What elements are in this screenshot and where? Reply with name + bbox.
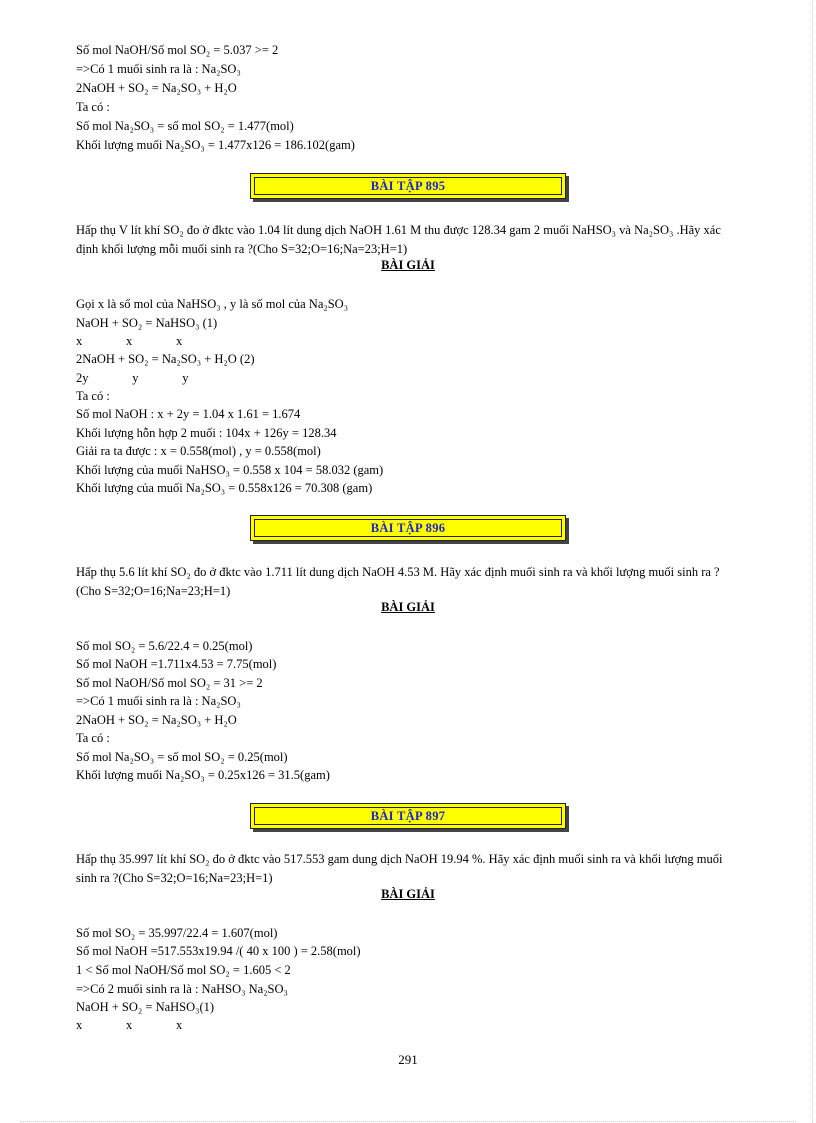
text-line: Khối lượng của muối Na₂SO₃ = 0.558x126 = 70.308 (gam) (76, 481, 373, 495)
text-line: 2y y y (76, 371, 189, 385)
text-line: Số mol Na₂SO₃ = số mol SO₂ = 1.477(mol) (76, 119, 294, 133)
page-bottom-divider (20, 1121, 796, 1122)
text-line: Khối lượng của muối NaHSO₃ = 0.558 x 104 = 58.032 (gam) (76, 463, 384, 477)
text-line: Khối lượng hỗn hợp 2 muối : 104x + 126y = 128.34 (76, 426, 337, 440)
text-line: Ta có : (76, 731, 110, 745)
exercise-897-problem: Hấp thụ 35.997 lít khí SO₂ đo ở đktc vào 517.553 gam dung dịch NaOH 19.94 %. Hãy xác định muối sinh ra và khối lượng muối sinh ra ?(Cho S=32;O=16;Na=23;H=1) (76, 852, 723, 885)
page-right-divider (812, 0, 813, 1123)
text-line: x x x (76, 334, 183, 348)
text-line: Gọi x là số mol của NaHSO₃ , y là số mol của Na₂SO₃ (76, 297, 349, 311)
text-line: Khối lượng muối Na₂SO₃ = 1.477x126 = 186.102(gam) (76, 138, 355, 152)
exercise-896-problem: Hấp thụ 5.6 lít khí SO₂ đo ở đktc vào 1.711 lít dung dịch NaOH 4.53 M. Hãy xác định muối sinh ra và khối lượng muối sinh ra ?(Cho S=32;O=16;Na=23;H=1) (76, 565, 720, 598)
exercise-896-solution-heading: BÀI GIẢI (381, 600, 435, 614)
text-line: Số mol NaOH/Số mol SO₂ = 5.037 >= 2 (76, 43, 279, 57)
text-line: Số mol SO₂ = 5.6/22.4 = 0.25(mol) (76, 639, 253, 653)
text-line: Khối lượng muối Na₂SO₃ = 0.25x126 = 31.5(gam) (76, 768, 330, 782)
text-line: =>Có 1 muối sinh ra là : Na₂SO₃ (76, 62, 241, 76)
text-line: Ta có : (76, 389, 110, 403)
page-number: 291 (398, 1052, 418, 1067)
text-line: NaOH + SO₂ = NaHSO₃(1) (76, 1000, 215, 1014)
text-line: Số mol NaOH/Số mol SO₂ = 31 >= 2 (76, 676, 263, 690)
text-line: =>Có 1 muối sinh ra là : Na₂SO₃ (76, 694, 241, 708)
text-line: NaOH + SO₂ = NaHSO₃ (1) (76, 316, 218, 330)
text-line: Số mol NaOH =1.711x4.53 = 7.75(mol) (76, 657, 277, 671)
text-line: 2NaOH + SO₂ = Na₂SO₃ + H₂O (76, 81, 237, 95)
text-line: Số mol NaOH =517.553x19.94 /( 40 x 100 ) = 2.58(mol) (76, 944, 361, 958)
text-line: 2NaOH + SO₂ = Na₂SO₃ + H₂O (76, 713, 237, 727)
exercise-895-solution-heading: BÀI GIẢI (381, 258, 435, 272)
exercise-895-banner (250, 173, 566, 199)
text-line: Giải ra ta được : x = 0.558(mol) , y = 0.558(mol) (76, 444, 321, 458)
text-line: Ta có : (76, 100, 110, 114)
text-line: x x x (76, 1018, 183, 1032)
exercise-897-solution-heading: BÀI GIẢI (381, 887, 435, 901)
text-line: 2NaOH + SO₂ = Na₂SO₃ + H₂O (2) (76, 352, 255, 366)
exercise-897-banner (250, 803, 566, 829)
exercise-895-title: BÀI TẬP 895 (370, 178, 446, 193)
exercise-896-title: BÀI TẬP 896 (370, 520, 446, 535)
text-line: 1 < Số mol NaOH/Số mol SO₂ = 1.605 < 2 (76, 963, 291, 977)
exercise-897-title: BÀI TẬP 897 (370, 808, 446, 823)
text-line: Số mol Na₂SO₃ = số mol SO₂ = 0.25(mol) (76, 750, 288, 764)
text-line: =>Có 2 muối sinh ra là : NaHSO₃ Na₂SO₃ (76, 982, 288, 996)
exercise-895-problem: Hấp thụ V lít khí SO₂ đo ở đktc vào 1.04 lít dung dịch NaOH 1.61 M thu được 128.34 gam 2 muối NaHSO₃ và Na₂SO₃ .Hãy xác định khối lượng mỗi muối sinh ra ?(Cho S=32;O=16;Na=23;H=1) (76, 223, 721, 256)
exercise-896-banner (250, 515, 566, 541)
text-line: Số mol SO₂ = 35.997/22.4 = 1.607(mol) (76, 926, 278, 940)
text-line: Số mol NaOH : x + 2y = 1.04 x 1.61 = 1.674 (76, 407, 301, 421)
